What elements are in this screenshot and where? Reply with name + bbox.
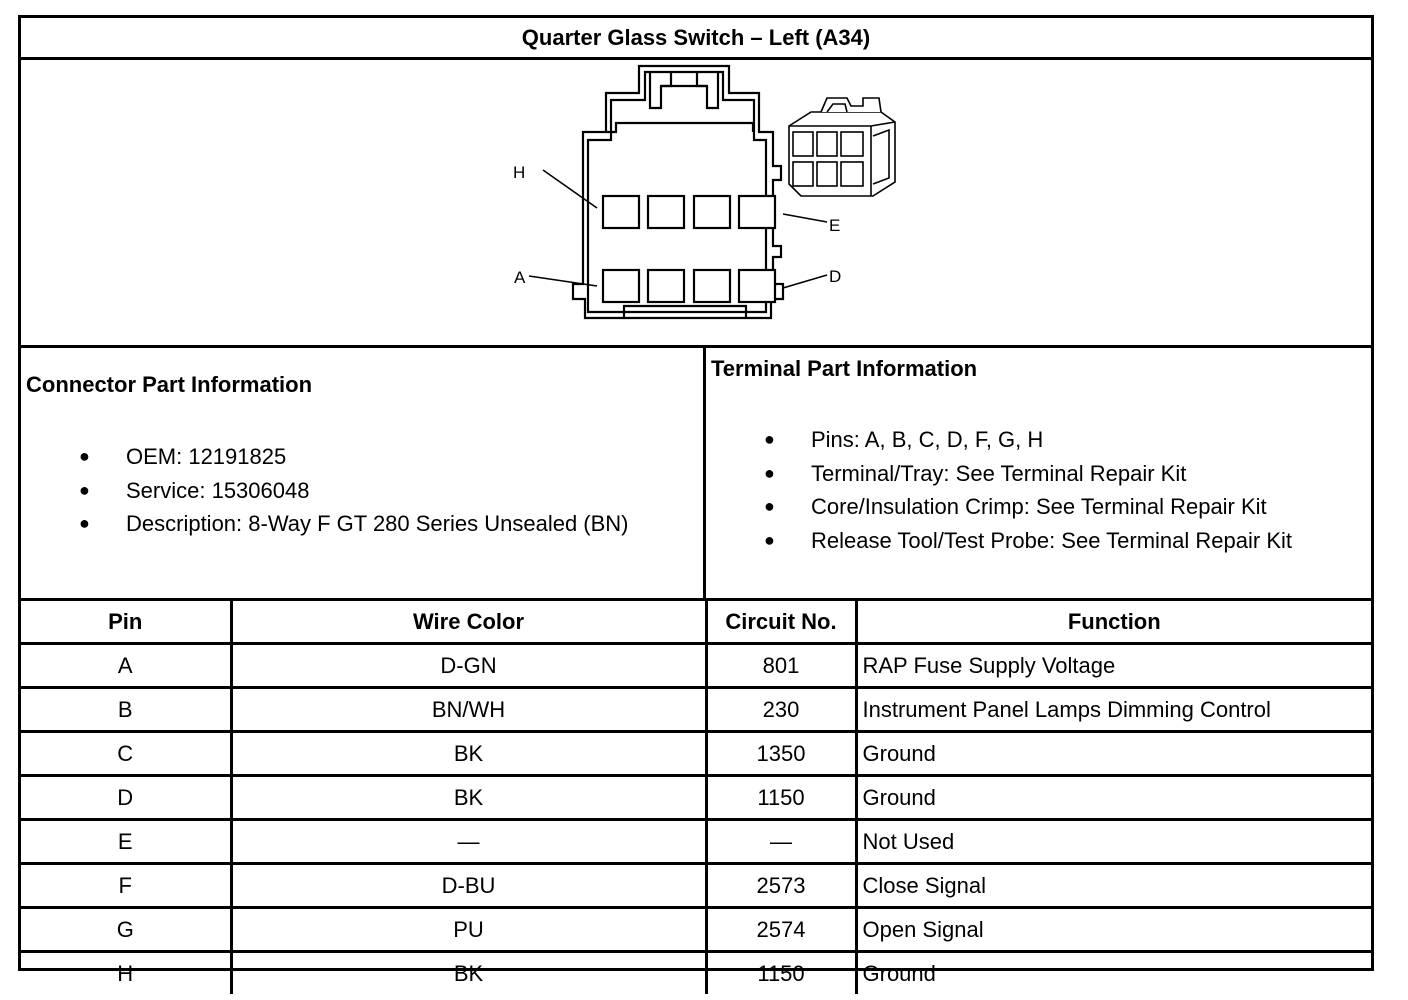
- connector-document: [18, 15, 1374, 986]
- leader-e: [783, 214, 827, 222]
- terminal-part-info: [706, 348, 1371, 598]
- pin-label-d: D: [829, 267, 842, 286]
- terminal-info-heading: Terminal Part Information: [711, 356, 978, 381]
- cavity-e: [739, 196, 775, 228]
- pin-cell: H: [21, 952, 231, 995]
- circuit-cell: 801: [706, 644, 856, 688]
- connector-diagram: [21, 60, 1371, 348]
- function-cell: Instrument Panel Lamps Dimming Control: [856, 688, 1371, 732]
- cavity-b: [648, 270, 684, 302]
- column-header-function: Function: [856, 601, 1371, 644]
- terminal-info-item: ● Release Tool/Test Probe: See Terminal Repair Kit: [811, 524, 1292, 558]
- wire-color-cell: D-BU: [231, 864, 706, 908]
- cavity-g: [648, 196, 684, 228]
- column-header-wire-color: Wire Color: [231, 601, 706, 644]
- page-title: Quarter Glass Switch – Left (A34): [21, 18, 1371, 60]
- pin-cell: F: [21, 864, 231, 908]
- wire-color-cell: BK: [231, 952, 706, 995]
- wire-color-cell: BN/WH: [231, 688, 706, 732]
- pin-label-e: E: [829, 216, 841, 235]
- table-row: [21, 644, 1371, 688]
- cavity-f: [694, 196, 730, 228]
- terminal-info-item: ● Pins: A, B, C, D, F, G, H: [811, 423, 1292, 457]
- function-cell: RAP Fuse Supply Voltage: [856, 644, 1371, 688]
- connector-part-info: [21, 348, 706, 598]
- pin-label-a: A: [514, 268, 526, 287]
- table-header-row: [21, 601, 1371, 644]
- connector-3d-thumbnail: [789, 98, 895, 196]
- circuit-cell: 1350: [706, 732, 856, 776]
- table-row: [21, 776, 1371, 820]
- pin-cell: D: [21, 776, 231, 820]
- terminal-info-item: ● Core/Insulation Crimp: See Terminal Repair Kit: [811, 490, 1292, 524]
- connector-info-list: [79, 440, 629, 541]
- part-info-section: [21, 348, 1371, 601]
- pin-cell: E: [21, 820, 231, 864]
- circuit-cell: —: [706, 820, 856, 864]
- column-header-circuit-no: Circuit No.: [706, 601, 856, 644]
- bullet-icon: ●: [79, 446, 90, 466]
- leader-a: [529, 276, 597, 286]
- wire-color-cell: BK: [231, 776, 706, 820]
- cavity-a: [603, 270, 639, 302]
- pin-cell: B: [21, 688, 231, 732]
- bullet-icon: ●: [764, 529, 775, 550]
- connector-info-item: ● Service: 15306048: [126, 474, 629, 508]
- function-cell: Ground: [856, 732, 1371, 776]
- pin-cell: G: [21, 908, 231, 952]
- circuit-cell: 1150: [706, 952, 856, 995]
- connector-info-item: ● Description: 8-Way F GT 280 Series Unsealed (BN): [126, 507, 629, 541]
- terminal-info-list: [764, 423, 1292, 557]
- bullet-icon: ●: [79, 479, 90, 500]
- wire-color-cell: PU: [231, 908, 706, 952]
- function-cell: Not Used: [856, 820, 1371, 864]
- table-row: [21, 908, 1371, 952]
- circuit-cell: 2574: [706, 908, 856, 952]
- table-row: [21, 688, 1371, 732]
- table-row: [21, 864, 1371, 908]
- function-cell: Ground: [856, 952, 1371, 995]
- table-row: [21, 820, 1371, 864]
- table-row: [21, 952, 1371, 995]
- wire-color-cell: BK: [231, 732, 706, 776]
- circuit-cell: 2573: [706, 864, 856, 908]
- circuit-cell: 230: [706, 688, 856, 732]
- circuit-cell: 1150: [706, 776, 856, 820]
- function-cell: Ground: [856, 776, 1371, 820]
- bullet-icon: ●: [764, 429, 775, 449]
- pin-label-h: H: [513, 163, 526, 182]
- top-ledge: [606, 123, 753, 132]
- pin-cell: C: [21, 732, 231, 776]
- connector-info-heading: Connector Part Information: [26, 372, 313, 397]
- bullet-icon: ●: [764, 496, 775, 516]
- connector-info-item: ● OEM: 12191825: [126, 440, 629, 474]
- pinout-table: [21, 601, 1371, 994]
- wire-color-cell: D-GN: [231, 644, 706, 688]
- cavity-c: [694, 270, 730, 302]
- function-cell: Open Signal: [856, 908, 1371, 952]
- function-cell: Close Signal: [856, 864, 1371, 908]
- bullet-icon: ●: [764, 462, 775, 483]
- table-row: [21, 732, 1371, 776]
- terminal-info-item: ● Terminal/Tray: See Terminal Repair Kit: [811, 457, 1292, 491]
- leader-d: [783, 275, 827, 288]
- cavity-d: [739, 270, 775, 302]
- connector-face-drawing: [21, 60, 1371, 345]
- latch-right: [697, 72, 718, 108]
- latch-left: [650, 72, 671, 108]
- bullet-icon: ●: [79, 513, 90, 533]
- wire-color-cell: —: [231, 820, 706, 864]
- column-header-pin: Pin: [21, 601, 231, 644]
- pin-cell: A: [21, 644, 231, 688]
- cavity-h: [603, 196, 639, 228]
